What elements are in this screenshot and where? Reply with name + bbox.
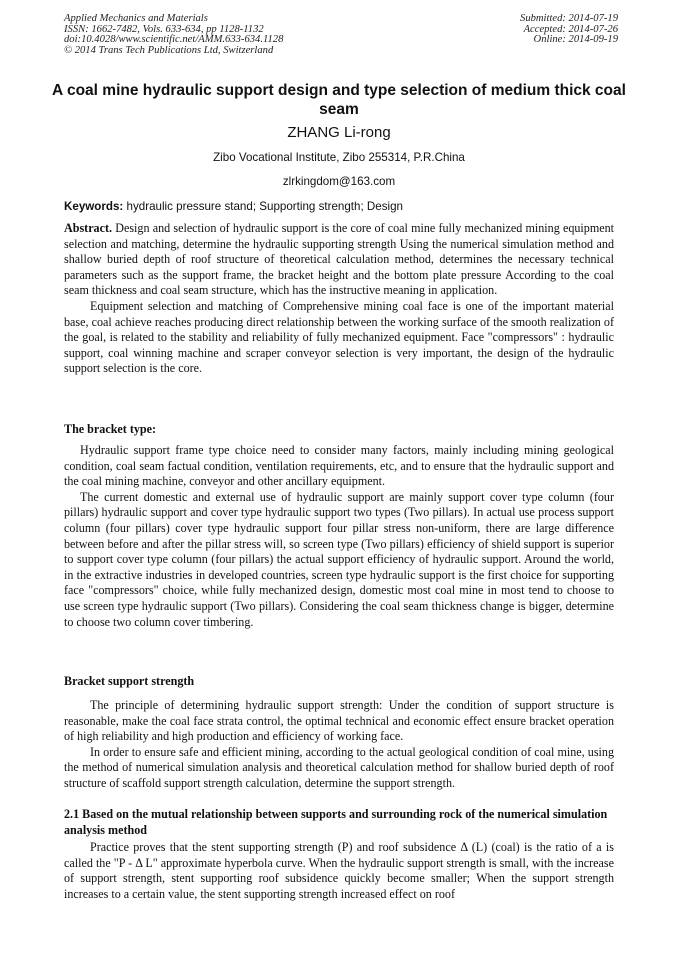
subsection-heading-2-1: 2.1 Based on the mutual relationship between supports and surrounding rock of the numerical simulation analysis method	[64, 807, 608, 837]
keywords-label: Keywords:	[64, 200, 124, 213]
journal-copyright: © 2014 Trans Tech Publications Ltd, Switzerland	[64, 44, 274, 56]
author-affiliation: Zibo Vocational Institute, Zibo 255314, P.R.China	[213, 151, 465, 164]
journal-issn: ISSN: 1662-7482, Vols. 633-634, pp 1128-1132	[64, 23, 264, 35]
bracket-strength-section	[64, 698, 614, 792]
keywords-text: hydraulic pressure stand; Supporting strength; Design	[126, 200, 403, 213]
subsection-2-1-paragraph-1: Practice proves that the stent supporting strength (P) and roof subsidence Δ (L) (coal) is the ratio of a is called the "P - Δ L" approximate hyperbola curve. When the hydraulic support strength is small, with the increase of support strength, stent supporting roof subsidence quickly become smaller; When the support strength increases to a certain value, the stent supporting strength increased effect on roof	[64, 840, 614, 901]
section-heading-bracket-strength: Bracket support strength	[64, 674, 195, 688]
bracket-type-paragraph-1: Hydraulic support frame type choice need to consider many factors, mainly including mining geological condition, coal seam factual condition, ventilation requirements, etc, and to ensure that the hydraulic support and the coal mining machine, conveyor and other ancillary equipment.	[64, 443, 614, 489]
paper-title: A coal mine hydraulic support design and type selection of medium thick coal seam	[52, 82, 626, 118]
section-heading-bracket-type: The bracket type:	[64, 422, 157, 436]
bracket-strength-paragraph-2: In order to ensure safe and efficient mining, according to the actual geological condition of coal mine, using the method of numerical simulation analysis and theoretical calculation method for shallow buried depth of roof structure of scaffold support strength calculation, determine the support strength.	[64, 744, 614, 790]
author-name: ZHANG Li-rong	[287, 124, 391, 141]
accepted-date: Accepted: 2014-07-26	[523, 23, 618, 35]
abstract-label: Abstract.	[64, 221, 113, 235]
bracket-type-paragraph-2: The current domestic and external use of hydraulic support are mainly support cover type column (four pillars) hydraulic support and cover type hydraulic support two types (Two pillars). In actual use process support column (four pillars) cover type hydraulic support four pillar stress non-uniform, there are large difference between before and after the pillar stress will, so screen type (Two pillars) efficiency of shield support is superior to support cover type column (four pillars) the actual support efficiency of hydraulic support. Around the world, in the extractive industries in developed countries, screen type hydraulic support is the first choice for supporting face "compressors" choice, while fully mechanized design, domestic most coal mine in most tend to choose to use screen type hydraulic support (Two pillars). Considering the coal seam thickness change is bigger, determine to choose two column cover timbering.	[64, 489, 614, 629]
dates-block	[520, 14, 618, 46]
bracket-strength-paragraph-1: The principle of determining hydraulic support strength: Under the condition of support structure is reasonable, make the coal face strata control, the optimal technical and economic effect ensure bracket operation of high reliability and high production and efficiency of working face.	[64, 698, 614, 744]
subsection-2-1-body	[64, 840, 614, 902]
online-date: Online: 2014-09-19	[533, 34, 618, 46]
submitted-date: Submitted: 2014-07-19	[520, 13, 618, 24]
abstract-paragraph-1	[64, 221, 614, 299]
abstract-text-1: Design and selection of hydraulic support is the core of coal mine fully mechanized mining equipment selection and matching, determine the hydraulic supporting strength Using the numerical simulation method and shallow buried depth of roof structure of theoretical calculation method, determines the necessary technical parameters such as the support frame, the bracket height and the bottom plate pressure According to the coal seam thickness and coal seam structure, which has the instructive meaning in application.	[64, 221, 614, 298]
journal-info-block	[64, 14, 283, 56]
bracket-type-section	[64, 443, 614, 630]
keywords-line	[64, 200, 624, 214]
journal-name: Applied Mechanics and Materials	[64, 13, 208, 24]
abstract-paragraph-2: Equipment selection and matching of Comprehensive mining coal face is one of the important material base, coal achieve reaches producing direct relationship between the working surface of the smooth realization of the goal, is related to the stability and reliability of fully mechanized equipment. Face "compressors" : hydraulic support, coal winning machine and scraper conveyor selection is very important, the design of the hydraulic support selection is the core.	[64, 298, 614, 376]
abstract-section	[64, 221, 614, 377]
author-email: zlrkingdom@163.com	[282, 175, 396, 188]
journal-doi: doi:10.4028/www.scientific.net/AMM.633-634.1128	[64, 34, 284, 46]
